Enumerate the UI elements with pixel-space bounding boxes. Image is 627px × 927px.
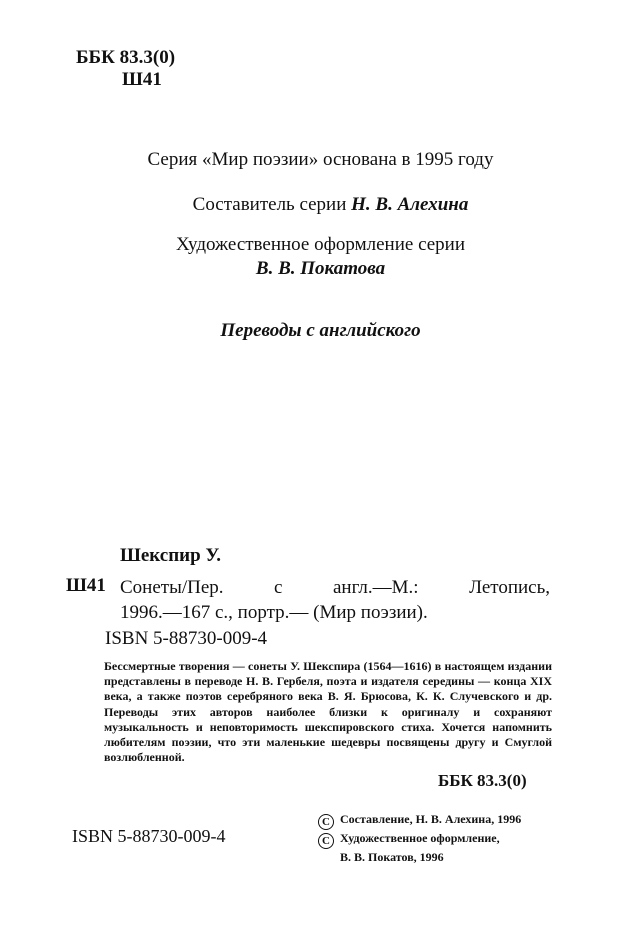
series-compiler-line: [0, 194, 627, 216]
copyright-block: [318, 811, 521, 866]
record-description-line2: 1996.—167 с., портр.— (Мир поэзии).: [120, 602, 428, 623]
record-description-line1: Сонеты/Пер. с англ.—М.: Летопись,: [120, 577, 550, 598]
record-author: Шекспир У.: [120, 545, 222, 566]
translation-note: Переводы с английского: [220, 320, 421, 341]
series-design-label: Художественное оформление серии: [175, 234, 466, 255]
copyright-line2: Художественное оформление,: [340, 831, 500, 845]
copyright-line1: Составление, Н. В. Алехина, 1996: [340, 812, 522, 826]
isbn-bottom: ISBN 5-88730-009-4: [72, 826, 226, 846]
record-cipher: Ш41: [66, 575, 106, 596]
series-design-name: В. В. Покатова: [255, 258, 386, 279]
series-compiler-label: Составитель серии: [192, 194, 347, 215]
bbk-classification-bottom: ББК 83.3(0): [438, 771, 527, 790]
copyright-icon: C: [318, 814, 334, 830]
copyright-icon: C: [318, 833, 334, 849]
copyright-line3: В. В. Покатов, 1996: [340, 850, 444, 864]
record-isbn: ISBN 5-88730-009-4: [105, 628, 268, 649]
series-founded-line: Серия «Мир поэзии» основана в 1995 году: [147, 149, 494, 170]
annotation-text: Бессмертные творения — сонеты У. Шекспира (1564—1616) в настоящем издании представлены в переводе Н. В. Гербеля, поэта и издателя середины — конца XIX века, а также поэтов серебряного века В. Я. Брюсова, К. К. Случевского и др. Переводы этих авторов наиболее близки к оригиналу и сохраняют музыкальность и неповторимость шекспировского стиха. Хочется напомнить любителям поэзии, что эти маленькие шедевры посвящены другу и Смуглой возлюбленной.: [104, 659, 552, 765]
bbk-classification-top: [76, 47, 175, 91]
bbk-code: ББК 83.3(0): [76, 47, 176, 68]
series-compiler-name: Н. В. Алехина: [351, 194, 469, 215]
author-cipher-top: Ш41: [122, 69, 162, 90]
record-description: [120, 575, 550, 625]
